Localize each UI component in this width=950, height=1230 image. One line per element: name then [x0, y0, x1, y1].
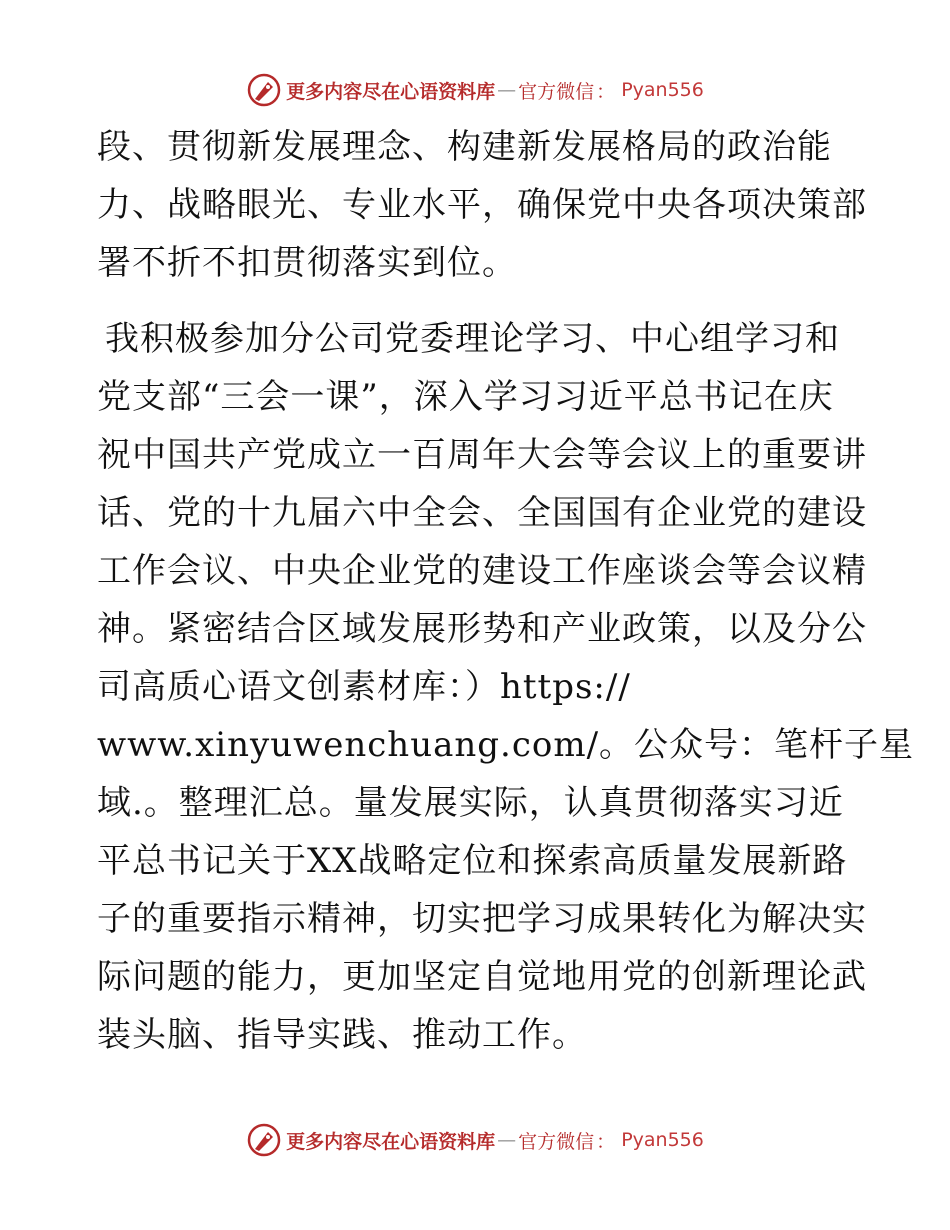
text-line: 祝中国共产党成立一百周年大会等会议上的重要讲	[97, 435, 867, 475]
text-line: 平总书记关于XX战略定位和探索高质量发展新路	[97, 841, 848, 881]
banner-separator: ：	[596, 1130, 616, 1153]
text-line: 装头脑、指导实践、推动工作。	[97, 1015, 587, 1055]
document-body	[97, 118, 915, 1064]
banner-label: 官方微信	[518, 1130, 595, 1153]
banner-wechat-id: Pyan556	[621, 1129, 704, 1151]
banner-dash: —	[497, 79, 517, 101]
banner-wechat-id: Pyan556	[621, 79, 704, 101]
text-line: 话、党的十九届六中全会、全国国有企业党的建设	[97, 493, 867, 533]
text-line: www.xinyuwenchuang.com/。公众号：笔杆子星	[97, 725, 915, 765]
banner-separator: ：	[596, 80, 616, 103]
text-line: 力、战略眼光、专业水平，确保党中央各项决策部	[97, 185, 867, 225]
text-line: 司高质心语文创素材库：）https://	[97, 667, 631, 707]
text-line: 工作会议、中央企业党的建设工作座谈会等会议精	[97, 551, 867, 591]
banner-brand-text: 更多内容尽在心语资料库	[286, 80, 496, 103]
header-watermark-banner	[0, 70, 950, 110]
text-line: 际问题的能力，更加坚定自觉地用党的创新理论武	[97, 957, 867, 997]
text-line: 神。紧密结合区域发展形势和产业政策，以及分公	[97, 609, 867, 649]
banner-brand-text: 更多内容尽在心语资料库	[286, 1130, 496, 1153]
paragraph-1	[97, 118, 867, 292]
pen-nib-icon	[246, 72, 282, 108]
footer-watermark-banner	[0, 1120, 950, 1160]
banner-dash: —	[497, 1129, 517, 1151]
text-line: 域.。整理汇总。量发展实际，认真贯彻落实习近	[97, 783, 844, 823]
text-line: 党支部“三会一课”，深入学习习近平总书记在庆	[97, 377, 834, 417]
pen-nib-icon	[246, 1122, 282, 1158]
text-line: 子的重要指示精神，切实把学习成果转化为解决实	[97, 899, 867, 939]
paragraph-2	[97, 310, 915, 1064]
banner-label: 官方微信	[518, 80, 595, 103]
text-line: 署不折不扣贯彻落实到位。	[97, 243, 517, 283]
text-line: 我积极参加分公司党委理论学习、中心组学习和	[105, 319, 840, 359]
text-line: 段、贯彻新发展理念、构建新发展格局的政治能	[97, 127, 832, 167]
